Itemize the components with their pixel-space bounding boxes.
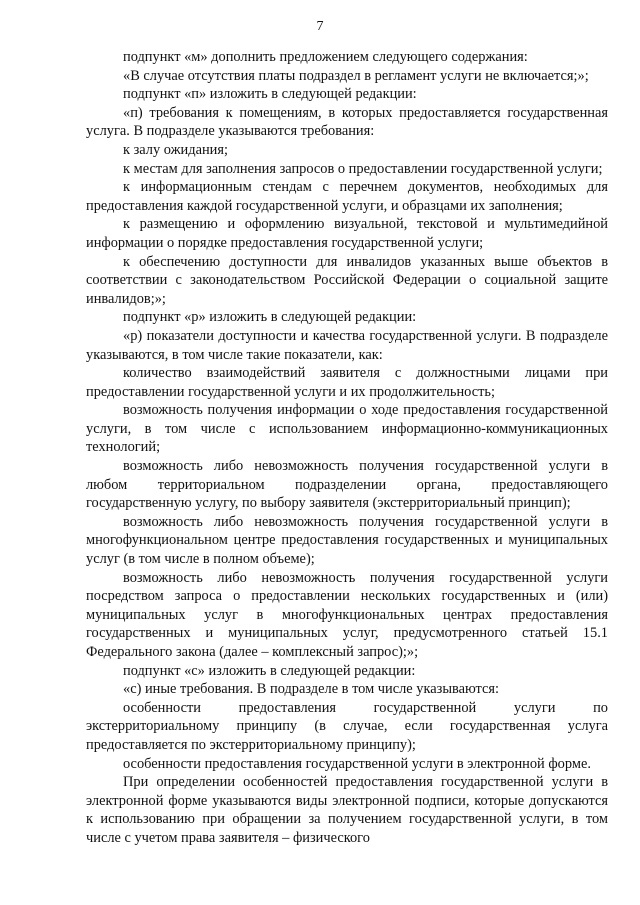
paragraph: возможность либо невозможность получения государственной услуги в любом территориальном подразделении органа, предоставляющего государственную услугу, по выбору заявителя (экстерриториальный принцип); (86, 458, 608, 512)
paragraph: особенности предоставления государственной услуги по экстерриториальному принципу (в случае, если государственная услуга предоставляется по экстерриториальному принципу); (86, 699, 608, 753)
document-body (86, 48, 608, 848)
paragraph: возможность либо невозможность получения государственной услуги посредством запроса о предоставлении нескольких государственных и (или) муниципальных услуг в многофункциональных центрах предоставления государственных и муниципальных услуг, предусмотренного статьей 15.1 Федерального закона (далее – комплексный запрос);»; (86, 569, 608, 660)
paragraph: При определении особенностей предоставления государственной услуги в электронной форме указываются виды электронной подписи, которые допускаются к использованию при обращении за получением государственной услуги, в том числе с учетом права заявителя – физического (86, 774, 608, 846)
paragraph: подпункт «м» дополнить предложением следующего содержания: (123, 49, 528, 65)
paragraph: к местам для заполнения запросов о предоставлении государственной услуги; (123, 160, 603, 177)
paragraph: «р) показатели доступности и качества государственной услуги. В подразделе указываются, в том числе такие показатели, как: (86, 327, 608, 363)
paragraph: возможность получения информации о ходе предоставления государственной услуги, в том числе с использованием информационно-коммуникационных технологий; (86, 402, 608, 456)
page-number: 7 (316, 19, 324, 34)
paragraph: подпункт «р» изложить в следующей редакции: (123, 309, 417, 326)
paragraph: особенности предоставления государственной услуги в электронной форме. (123, 755, 591, 772)
paragraph: к размещению и оформлению визуальной, текстовой и мультимедийной информации о порядке предоставления государственной услуги; (86, 216, 608, 251)
paragraph: подпункт «п» изложить в следующей редакции: (123, 86, 417, 103)
paragraph: количество взаимодействий заявителя с должностными лицами при предоставлении государственной услуги и их продолжительность; (86, 365, 608, 400)
paragraph: «В случае отсутствия платы подраздел в регламент услуги не включается;»; (123, 67, 589, 84)
paragraph: к залу ожидания; (123, 141, 228, 158)
paragraph: «п) требования к помещениям, в которых предоставляется государственная услуга. В подразделе указываются требования: (86, 104, 608, 140)
paragraph: подпункт «с» изложить в следующей редакции: (123, 662, 416, 679)
paragraph: к информационным стендам с перечнем документов, необходимых для предоставления каждой государственной услуги, и образцами их заполнения; (86, 179, 608, 214)
paragraph: возможность либо невозможность получения государственной услуги в многофункциональном центре предоставления государственных и муниципальных услуг (в том числе в полном объеме); (86, 513, 608, 568)
paragraph: к обеспечению доступности для инвалидов указанных выше объектов в соответствии с законодательством Российской Федерации о социальной защите инвалидов;»; (86, 253, 608, 307)
paragraph: «с) иные требования. В подразделе в том числе указываются: (123, 681, 500, 698)
